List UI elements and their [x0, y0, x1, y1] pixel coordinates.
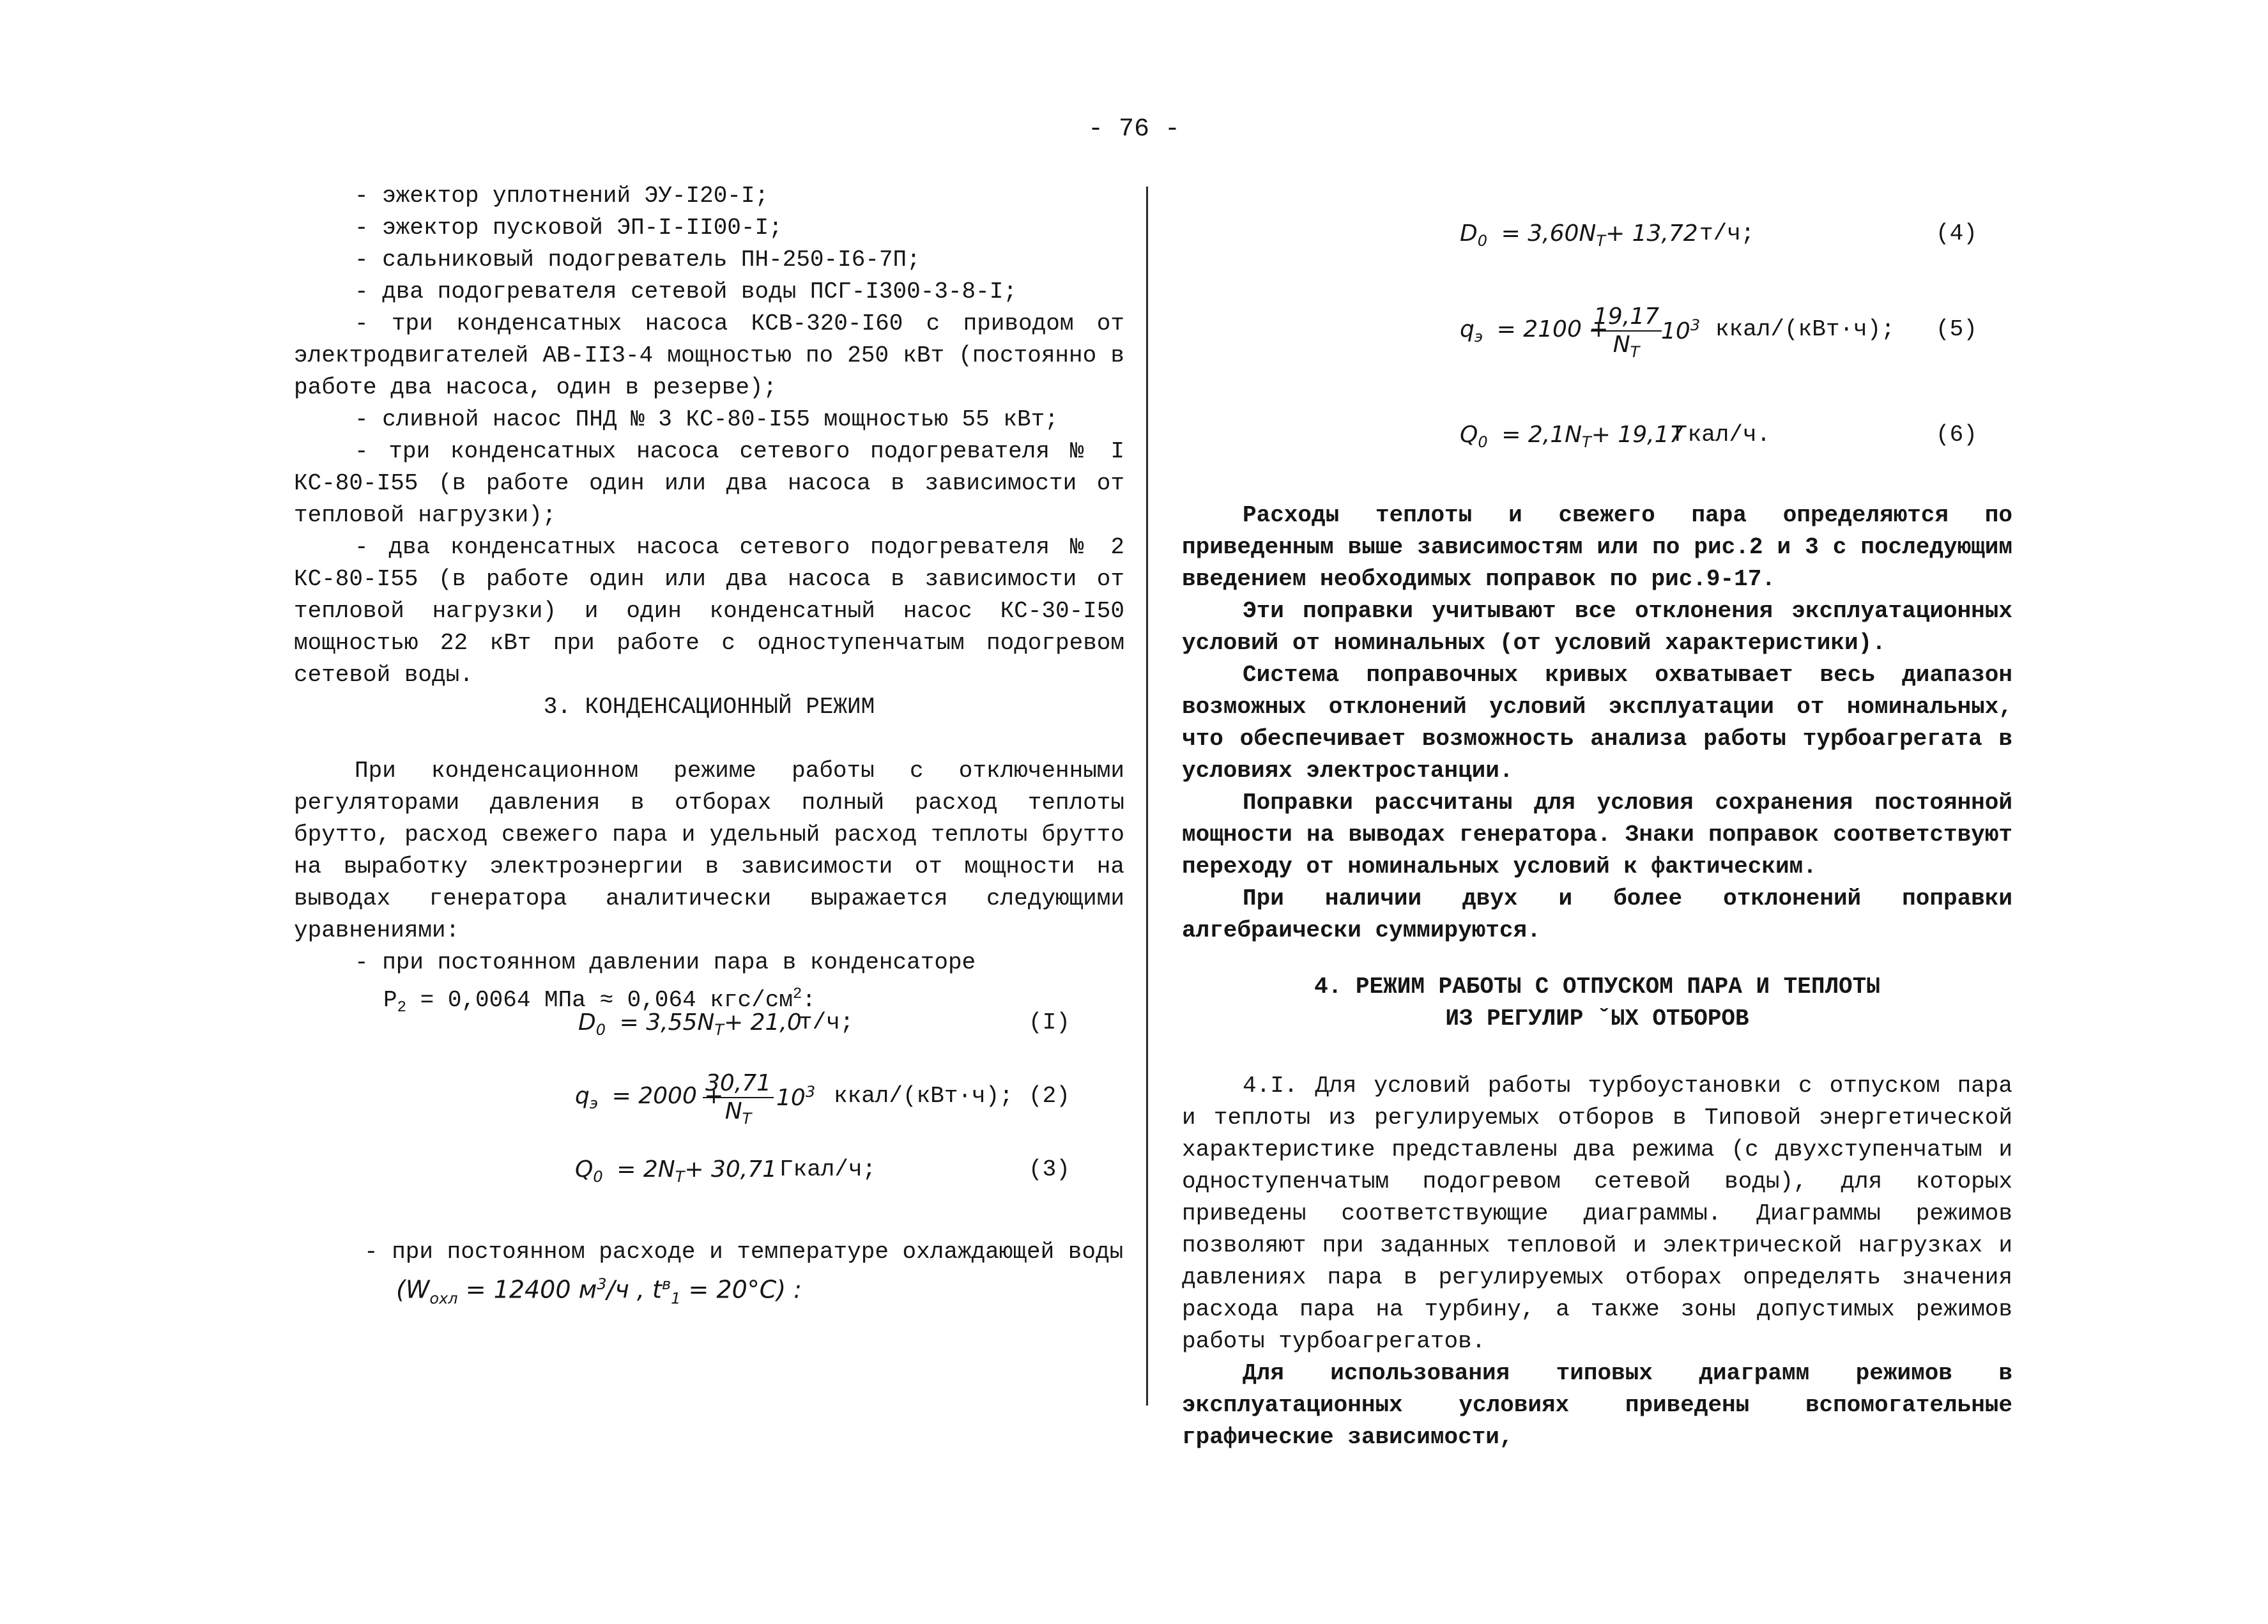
equipment-item: - три конденсатных насоса КСВ-320-I60 с приводом от электродвигателей АВ-II3-4 мощностью по 250 кВт (постоянно в работе два насоса, один в резерве); — [294, 310, 1124, 401]
condition-text: - при постоянном давлении пара в конденсаторе — [355, 949, 976, 976]
formula-lhs: $q_э$ — [575, 1083, 599, 1113]
paragraph: Расходы теплоты и свежего пара определяются по приведенным выше зависимостям или по рис.2 и 3 с последующим введением необходимых поправок по рис.9-17. — [1182, 502, 2012, 592]
condition-text: - при постоянном расходе и температуре охлаждающей воды — [364, 1239, 1124, 1265]
formula-2 — [575, 1070, 1086, 1140]
section-heading-line2: ИЗ РЕГУЛИР ˇЫХ ОТБОРОВ — [1445, 1006, 1749, 1032]
section-heading: 4. РЕЖИМ РАБОТЫ С ОТПУСКОМ ПАРА И ТЕПЛОТЫ — [1314, 974, 1880, 1000]
paragraph: Поправки рассчитаны для условия сохранения постоянной мощности на выводах генератора. Знаки поправок соответствуют переходу от номинальных условий к фактическим. — [1182, 790, 2012, 880]
column-divider — [1146, 187, 1148, 1406]
left-column — [294, 180, 1124, 691]
p2-superscript: 2 — [792, 986, 802, 1003]
formula-number: (2) — [1029, 1083, 1070, 1109]
section4-heading-block — [1182, 971, 2012, 1035]
formula-lhs: $D_0$ — [1460, 220, 1488, 250]
equipment-item: - два подогревателя сетевой воды ПСГ-I300-3-8-I; — [355, 279, 1017, 305]
paragraph: Для использования типовых диаграмм режимов в эксплуатационных условиях приведены вспомогательные графические зависимости, — [1182, 1360, 2012, 1450]
section4-body — [1182, 1070, 2012, 1453]
formula-unit: т/ч; — [799, 1009, 854, 1036]
section3-body — [294, 755, 1124, 1024]
formula-number: (3) — [1029, 1156, 1070, 1183]
formula-unit: ккал/(кВт·ч); — [1715, 316, 1895, 342]
formula-3 — [575, 1156, 1086, 1186]
formula-6 — [1460, 422, 1977, 452]
p2-end: : — [802, 987, 816, 1013]
water-condition-formula: ($W_{охл} = 12400$ $м^3/ч$ , $t^в_1 = 20^\circ C$) : — [396, 1275, 802, 1308]
formula-fraction: $\frac{30,71}{N_T}$ — [703, 1070, 774, 1132]
p2-subscript: 2 — [397, 999, 407, 1017]
formula-number: (I) — [1029, 1009, 1070, 1036]
formula-unit: Гкал/ч; — [779, 1156, 877, 1183]
equipment-item: - три конденсатных насоса сетевого подогревателя № I КС-80-I55 (в работе один или два насоса в зависимости от тепловой нагрузки); — [294, 438, 1124, 528]
formula-unit: т/ч; — [1699, 220, 1755, 247]
formula-rhs: = 2000 + — [611, 1083, 724, 1109]
formula-power: $10^3$ — [776, 1083, 816, 1111]
formula-power: $10^3$ — [1661, 316, 1701, 344]
section-heading: 3. КОНДЕНСАЦИОННЫЙ РЕЖИМ — [543, 694, 875, 720]
equipment-item: - эжектор пусковой ЭП-I-II00-I; — [355, 215, 783, 241]
paragraph: 4.I. Для условий работы турбоустановки с отпуском пара и теплоты из регулируемых отборов в Типовой энергетической характеристике представлены два режима (с двухступенчатым и одноступенчатым подогревом сетевой воды), для которых приведены соответствующие диаграммы. Диаграммы режимов позволяют при заданных тепловой и электрической нагрузках и давлениях пара в регулируемых отборах определять значения расхода пара на турбину, а также зоны допустимых режимов работы турбоагрегатов. — [1182, 1073, 2012, 1354]
paragraph: Система поправочных кривых охватывает весь диапазон возможных отклонений условий эксплуатации от номинальных, что обеспечивает возможность анализа работы турбоагрегата в условиях электростанции. — [1182, 662, 2012, 784]
formula-number: (5) — [1936, 316, 1977, 342]
formula-rhs: = $3,55N_T+ 21,0$ — [619, 1009, 802, 1039]
formula-rhs: = $2,1N_T+ 19,17$ — [1501, 422, 1684, 452]
equipment-item: - сливной насос ПНД № 3 КС-80-I55 мощностью 55 кВт; — [355, 406, 1059, 433]
paragraph: Эти поправки учитывают все отклонения эксплуатационных условий от номинальных (от условий характеристики). — [1182, 598, 2012, 656]
formula-lhs: $D_0$ — [578, 1009, 606, 1039]
paragraph: При наличии двух и более отклонений поправки алгебраически суммируются. — [1182, 885, 2012, 944]
formula-4 — [1460, 220, 1977, 250]
page-number: - 76 - — [1087, 115, 1181, 144]
equipment-item: - сальниковый подогреватель ПН-250-I6-7П; — [355, 247, 921, 273]
equipment-item: - эжектор уплотнений ЭУ-I20-I; — [355, 183, 769, 209]
formula-5 — [1460, 303, 1984, 374]
formula-lhs: $Q_0$ — [1460, 422, 1488, 452]
formula-number: (6) — [1936, 422, 1977, 448]
p2-symbol: P — [383, 987, 397, 1013]
formula-rhs: = 2100 + — [1496, 316, 1609, 342]
formula-fraction: $\frac{19,17}{N_T}$ — [1591, 303, 1662, 365]
section3-paragraph: При конденсационном режиме работы с отключенными регуляторами давления в отборах полный расход теплоты брутто, расход свежего пара и удельный расход теплоты брутто на выработку электроэнергии в зависимости от мощности на выводах генератора аналитически выражается следующими уравнениями: — [294, 758, 1124, 944]
formula-unit: Гкал/ч. — [1674, 422, 1771, 448]
equipment-item: - два конденсатных насоса сетевого подогревателя № 2 КС-80-I55 (в работе один или два насоса в зависимости от тепловой нагрузки) и один конденсатный насос КС-30-I50 мощностью 22 кВт при работе с одноступенчатым подогревом сетевой воды. — [294, 534, 1124, 688]
formula-rhs: = $2N_T+ 30,71$ — [617, 1156, 778, 1186]
p2-value: = 0,0064 МПа ≈ 0,064 кгс/см — [406, 987, 793, 1013]
formula-1 — [578, 1009, 1077, 1039]
formula-number: (4) — [1936, 220, 1977, 247]
formula-lhs: $Q_0$ — [575, 1156, 603, 1186]
section3-heading-block — [294, 691, 1124, 723]
formula-rhs: = $3,60N_T+ 13,72$ — [1501, 220, 1698, 250]
condition2-block — [294, 1236, 1124, 1314]
formula-unit: ккал/(кВт·ч); — [834, 1083, 1013, 1109]
corrections-block — [1182, 500, 2012, 947]
formula-lhs: $q_э$ — [1460, 316, 1483, 346]
